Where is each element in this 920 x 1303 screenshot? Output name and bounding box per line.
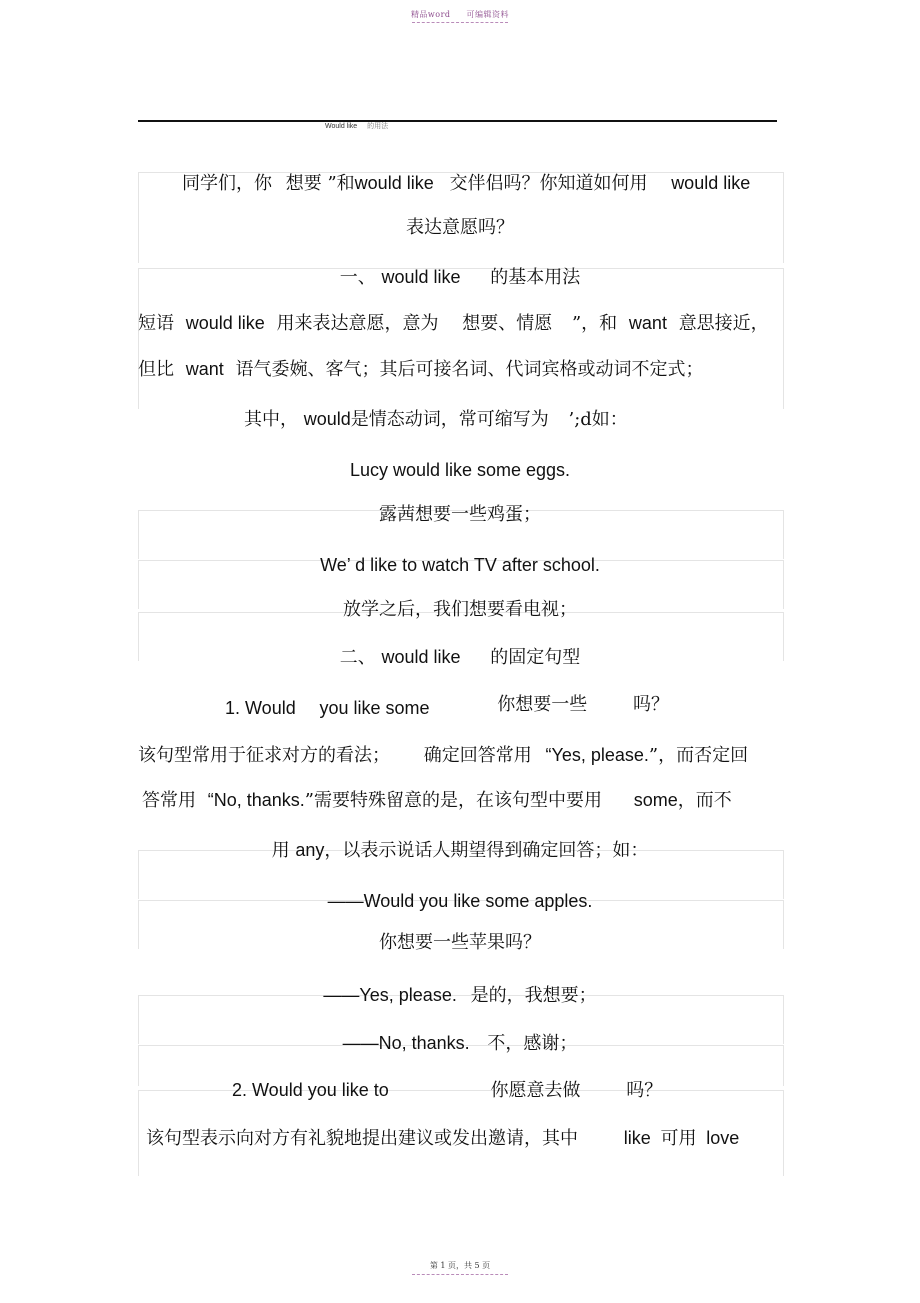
- pattern-cn: 你愿意去做: [490, 1080, 581, 1101]
- dialog-yes-en: ——Yes, please.: [323, 985, 457, 1005]
- para-text: ’;d如：: [568, 409, 628, 430]
- section-cn: 的基本用法: [490, 267, 581, 288]
- intro-en: would like: [671, 173, 751, 193]
- para-text: 答常用: [142, 790, 196, 811]
- paragraph-line: [138, 788, 782, 813]
- para-text: 其中，: [244, 409, 298, 430]
- doc-title: [325, 121, 388, 131]
- dialog-yes-cn: 是的，我想要；: [470, 985, 597, 1006]
- section-cn: 的固定句型: [490, 647, 581, 668]
- para-text: ，以表示说话人期望得到确定回答；如：: [324, 840, 649, 861]
- paragraph-line: [138, 357, 782, 382]
- example-cn: 露茜想要一些鸡蛋；: [379, 504, 541, 525]
- pattern-en: you like some: [319, 698, 430, 718]
- para-text: ，而不: [677, 790, 732, 811]
- section-heading-1: [138, 265, 782, 290]
- dialog-no-en: ——No, thanks.: [342, 1033, 470, 1053]
- pattern-2: [138, 1078, 782, 1103]
- para-en: “No, thanks.: [207, 790, 305, 810]
- doc-title-en: Would like: [325, 123, 358, 130]
- dialog-question-cn: 你想要一些苹果吗？: [379, 932, 541, 953]
- example-en: We’ d like to watch TV after school.: [320, 555, 600, 575]
- example-en: Lucy would like some eggs.: [349, 460, 571, 480]
- para-en: “Yes, please.: [545, 745, 649, 765]
- intro-line-1: [138, 171, 782, 196]
- para-text: ”需要特殊留意的是，在该句型中要用: [304, 790, 602, 811]
- page-number: 第 1 页，共 5 页: [429, 1261, 491, 1270]
- section-heading-2: [138, 645, 782, 670]
- para-text: 是情态动词，常可缩写为: [350, 409, 549, 430]
- para-text: 短语: [138, 313, 174, 334]
- para-en: would: [303, 409, 351, 429]
- intro-text: 表达意愿吗？: [406, 217, 514, 238]
- pattern-cn: 吗？: [632, 694, 669, 715]
- paragraph-line: [138, 407, 782, 432]
- para-text: 但比: [138, 359, 174, 380]
- dialog-question: ——Would you like some apples.: [327, 891, 593, 911]
- title-rule: [138, 120, 777, 122]
- paragraph-line: [138, 743, 782, 768]
- footer-dash: [412, 1274, 508, 1275]
- section-en: would like: [381, 647, 461, 667]
- paragraph-line: [138, 838, 782, 863]
- example-cn: 放学之后，我们想要看电视；: [343, 599, 577, 620]
- dialog-no-cn: 不，感谢；: [487, 1033, 578, 1054]
- pattern-1: [138, 696, 782, 721]
- section-number: 一、: [339, 267, 376, 288]
- para-en: some: [633, 790, 678, 810]
- dialog-yes: [138, 983, 782, 1008]
- pattern-en: 1. Would: [225, 698, 296, 718]
- pattern-cn: 吗？: [626, 1080, 663, 1101]
- para-text: 意思接近，: [678, 313, 769, 334]
- para-text: 可用: [660, 1128, 697, 1149]
- dialog-no: [138, 1031, 782, 1056]
- para-en: want: [185, 359, 224, 379]
- intro-text: 想要 ”和: [285, 173, 355, 194]
- para-text: 该句型表示向对方有礼貌地提出建议或发出邀请，其中: [146, 1128, 578, 1149]
- para-text: 该句型常用于征求对方的看法；: [138, 745, 390, 766]
- para-en: love: [706, 1128, 740, 1148]
- para-en: any: [295, 840, 325, 860]
- para-text: 语气委婉、客气；其后可接名词、代词宾格或动词不定式；: [235, 359, 704, 380]
- intro-text: 同学们，你: [182, 173, 272, 194]
- header-note: [0, 9, 920, 20]
- intro-text: 交伴侣吗？你知道如何用: [449, 173, 648, 194]
- header-note-left: 精品word: [410, 10, 451, 19]
- para-en: would like: [185, 313, 265, 333]
- header-note-right: 可编辑资料: [466, 10, 510, 19]
- para-text: ”，而否定回: [648, 745, 749, 766]
- para-en: like: [623, 1128, 651, 1148]
- para-text: 想要、情愿: [462, 313, 553, 334]
- para-en: want: [628, 313, 667, 333]
- para-text: 确定回答常用: [423, 745, 532, 766]
- para-text: ”，和: [571, 313, 618, 334]
- pattern-en: 2. Would you like to: [232, 1080, 389, 1100]
- section-number: 二、: [339, 647, 376, 668]
- doc-title-cn: 的用法: [367, 123, 389, 130]
- para-text: 用来表达意愿，意为: [276, 313, 439, 334]
- section-en: would like: [381, 267, 461, 287]
- intro-en: would like: [354, 173, 434, 193]
- paragraph-line: [138, 1126, 782, 1151]
- pattern-cn: 你想要一些: [497, 694, 588, 715]
- paragraph-line: [138, 311, 782, 336]
- para-text: 用: [271, 840, 290, 861]
- header-dash: [412, 22, 508, 23]
- intro-line-2: [138, 216, 782, 240]
